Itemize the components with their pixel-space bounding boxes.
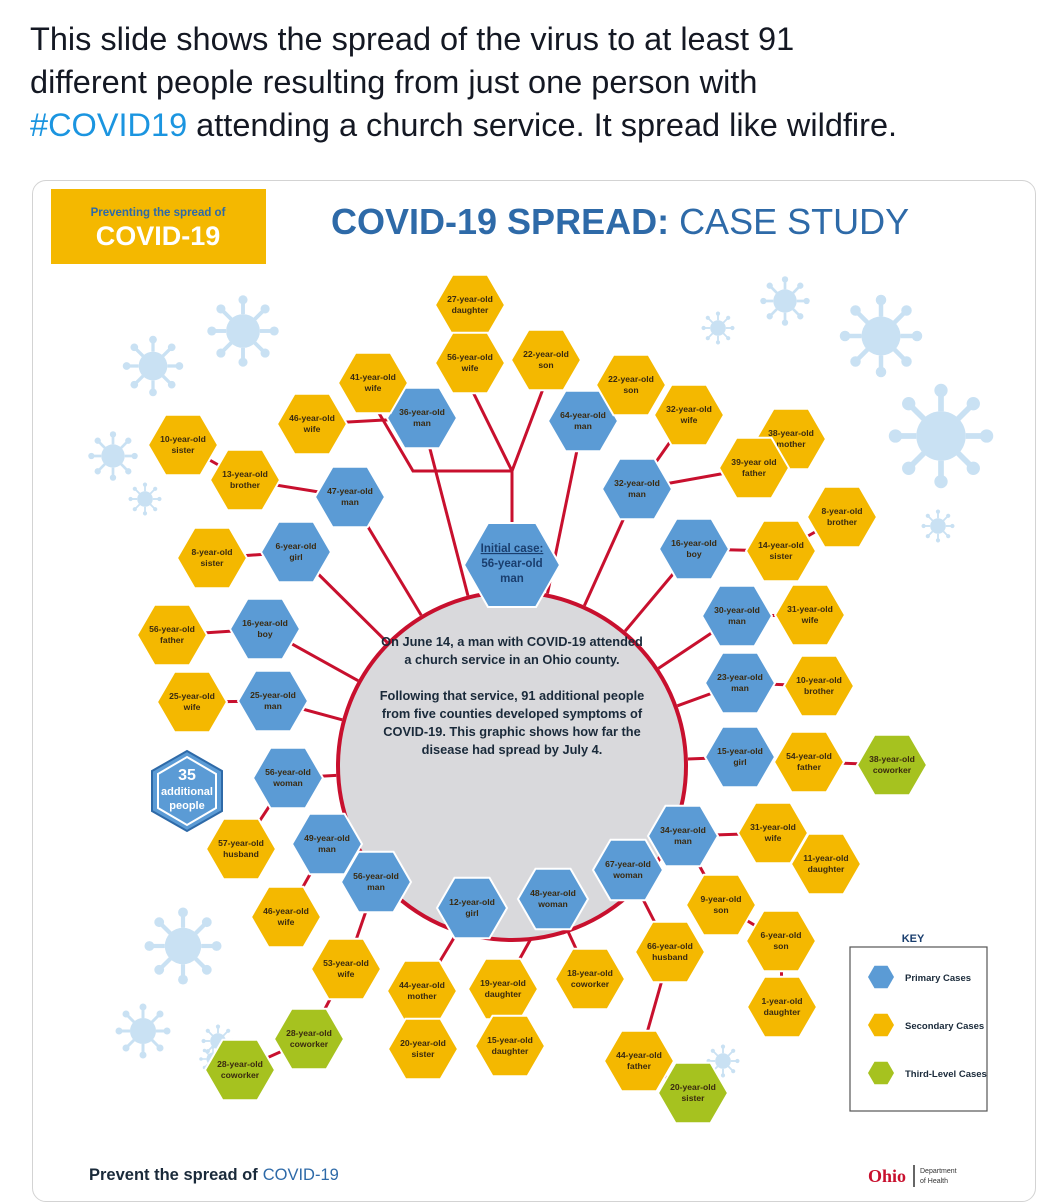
case-label: 20-year-old	[400, 1038, 446, 1048]
case-label: 44-year-old	[399, 980, 445, 990]
case-label: 15-year-old	[487, 1035, 533, 1045]
case-label: 11-year-old	[803, 853, 849, 863]
case-label: mother	[776, 439, 806, 449]
case-node-secondary	[148, 415, 218, 476]
case-label: 54-year-old	[786, 751, 832, 761]
case-label: 46-year-old	[263, 906, 309, 916]
case-label: boy	[257, 629, 273, 639]
case-label: 10-year-old	[796, 675, 842, 685]
case-label: 28-year-old	[217, 1059, 263, 1069]
case-label: 8-year-old	[821, 506, 863, 516]
case-label: girl	[465, 908, 479, 918]
case-node-secondary	[746, 911, 816, 972]
case-node-primary	[238, 671, 308, 732]
case-label: 32-year-old	[666, 404, 712, 414]
case-node-secondary	[387, 961, 457, 1022]
case-label: 13-year-old	[222, 469, 268, 479]
case-label: man	[318, 844, 336, 854]
case-node-secondary	[435, 275, 505, 336]
case-label: 39-year old	[731, 457, 777, 467]
case-node-secondary	[177, 528, 247, 589]
case-label: 19-year-old	[480, 978, 526, 988]
case-node-third	[205, 1040, 275, 1101]
case-node-primary	[705, 653, 775, 714]
case-label: 49-year-old	[304, 833, 350, 843]
case-label: son	[623, 385, 639, 395]
case-label: man	[367, 882, 385, 892]
case-label: 16-year-old	[242, 618, 288, 628]
case-label: 46-year-old	[289, 413, 335, 423]
legend-item-label: Secondary Cases	[905, 1021, 985, 1032]
additional-label-2: people	[169, 800, 205, 812]
case-label: 67-year-old	[605, 859, 651, 869]
case-label: wife	[764, 833, 782, 843]
case-label: son	[773, 941, 789, 951]
case-label: 18-year-old	[567, 968, 613, 978]
case-label: daughter	[763, 1007, 801, 1017]
case-label: wife	[461, 363, 479, 373]
case-label: 27-year-old	[447, 294, 493, 304]
case-node-secondary	[468, 959, 538, 1020]
additional-count: 35	[178, 767, 196, 784]
case-label: 38-year-old	[768, 428, 814, 438]
legend-item-label: Third-Level Cases	[905, 1069, 987, 1080]
case-label: husband	[223, 849, 259, 859]
dept-label-2: of Health	[920, 1178, 949, 1185]
case-label: sister	[769, 551, 793, 561]
case-label: coworker	[570, 979, 610, 989]
case-label: man	[341, 497, 359, 507]
case-node-primary	[705, 727, 775, 788]
case-label: 16-year-old	[671, 538, 717, 548]
case-label: 1-year-old	[761, 996, 803, 1006]
legend	[850, 933, 987, 1111]
case-node-primary	[253, 748, 323, 809]
virus-icon	[207, 295, 279, 367]
case-node-secondary	[251, 887, 321, 948]
case-label: 10-year-old	[160, 434, 206, 444]
virus-icon	[889, 384, 994, 489]
additional-label-1: additional	[161, 786, 213, 798]
case-node-secondary	[654, 385, 724, 446]
banner-small-text: Preventing the spread of	[90, 207, 226, 219]
legend-title: KEY	[901, 933, 925, 945]
slide-title	[331, 201, 909, 242]
case-label: girl	[733, 757, 747, 767]
case-label: 48-year-old	[530, 888, 576, 898]
case-node-secondary	[277, 394, 347, 455]
case-label: 56-year-old	[447, 352, 493, 362]
case-label: 14-year-old	[758, 540, 804, 550]
tweet-line-2: different people resulting from just one person with	[30, 64, 758, 100]
footer-text	[89, 1166, 339, 1184]
case-label: 30-year-old	[714, 605, 760, 615]
case-node-secondary	[137, 605, 207, 666]
case-node-primary	[315, 467, 385, 528]
virus-icon	[840, 295, 923, 378]
case-label: man	[628, 489, 646, 499]
case-node-secondary	[157, 672, 227, 733]
case-label: son	[538, 360, 554, 370]
case-label: 44-year-old	[616, 1050, 662, 1060]
case-label: sister	[200, 558, 224, 568]
case-label: 22-year-old	[523, 349, 569, 359]
case-label: husband	[652, 952, 688, 962]
virus-icon	[116, 1004, 171, 1059]
case-label: 9-year-old	[700, 894, 742, 904]
case-label: 56-year-old	[149, 624, 195, 634]
case-label: 66-year-old	[647, 941, 693, 951]
case-node-secondary	[746, 521, 816, 582]
case-node-primary	[230, 599, 300, 660]
attached-image-card[interactable]	[32, 180, 1036, 1202]
case-node-primary	[702, 586, 772, 647]
case-label: 6-year-old	[760, 930, 802, 940]
case-label: man	[728, 616, 746, 626]
case-label: 56-year-old	[353, 871, 399, 881]
case-node-primary	[261, 522, 331, 583]
case-node-secondary	[747, 977, 817, 1038]
case-label: 64-year-old	[560, 410, 606, 420]
banner-big-text: COVID-19	[95, 221, 221, 251]
footer-accent: COVID-19	[262, 1166, 339, 1184]
case-label: daughter	[484, 989, 522, 999]
case-label: 41-year-old	[350, 372, 396, 382]
case-label: wife	[680, 415, 698, 425]
case-label: brother	[826, 517, 858, 527]
case-label: mother	[407, 991, 437, 1001]
case-node-secondary	[210, 450, 280, 511]
virus-icon	[922, 510, 955, 543]
case-label: boy	[686, 549, 702, 559]
case-node-secondary	[555, 949, 625, 1010]
case-label: father	[160, 635, 184, 645]
case-label: woman	[613, 870, 643, 880]
case-label: 6-year-old	[275, 541, 317, 551]
case-node-primary	[659, 519, 729, 580]
case-node-secondary	[775, 585, 845, 646]
tweet-text	[30, 18, 1030, 147]
virus-icon	[88, 431, 138, 481]
case-label: brother	[803, 686, 835, 696]
virus-icon	[702, 312, 735, 345]
case-study-slide	[33, 181, 1035, 1201]
case-label: 15-year-old	[717, 746, 763, 756]
center-text-line: disease had spread by July 4.	[421, 742, 603, 757]
tweet-line-1: This slide shows the spread of the virus to at least 91	[30, 21, 795, 57]
case-label: father	[742, 468, 766, 478]
case-node-secondary	[206, 819, 276, 880]
case-label: brother	[229, 480, 261, 490]
case-label: sister	[411, 1049, 435, 1059]
case-node-secondary	[686, 875, 756, 936]
case-label: man	[674, 836, 692, 846]
case-label: 31-year-old	[750, 822, 796, 832]
case-label: 57-year-old	[218, 838, 264, 848]
case-label: daughter	[451, 305, 489, 315]
title-bold: COVID-19 SPREAD:	[331, 201, 670, 242]
center-text-line: a church service in an Ohio county.	[404, 652, 620, 667]
case-node-secondary	[311, 939, 381, 1000]
case-label: 31-year-old	[787, 604, 833, 614]
case-label: wife	[337, 969, 355, 979]
case-label: 28-year-old	[286, 1028, 332, 1038]
case-node-secondary	[511, 330, 581, 391]
case-node-secondary	[774, 732, 844, 793]
case-label: wife	[183, 702, 201, 712]
case-label: daughter	[807, 864, 845, 874]
case-label: 23-year-old	[717, 672, 763, 682]
case-label: 38-year-old	[869, 754, 915, 764]
case-label: 56-year-old	[265, 767, 311, 777]
case-node-secondary	[435, 333, 505, 394]
case-label: woman	[273, 778, 303, 788]
case-label: wife	[364, 383, 382, 393]
case-label: father	[797, 762, 821, 772]
case-label: 25-year-old	[250, 690, 296, 700]
hashtag-link[interactable]: #COVID19	[30, 107, 188, 143]
footer-prefix: Prevent the spread of	[89, 1166, 258, 1184]
case-label: 36-year-old	[399, 407, 445, 417]
center-description	[380, 634, 645, 757]
title-light: CASE STUDY	[679, 201, 910, 242]
case-label: wife	[303, 424, 321, 434]
case-label: son	[713, 905, 729, 915]
tweet-line-3-rest: attending a church service. It spread like wildfire.	[187, 107, 898, 143]
virus-icon	[129, 483, 162, 516]
case-label: coworker	[289, 1039, 329, 1049]
case-label: 53-year-old	[323, 958, 369, 968]
initial-case-age: 56-year-old	[481, 558, 543, 570]
case-label: 20-year-old	[670, 1082, 716, 1092]
case-node-secondary	[784, 656, 854, 717]
center-text-line: COVID-19. This graphic shows how far the	[383, 724, 641, 739]
case-label: 47-year-old	[327, 486, 373, 496]
case-label: 12-year-old	[449, 897, 495, 907]
ohio-logo: Ohio	[868, 1166, 907, 1186]
case-label: coworker	[872, 765, 912, 775]
legend-item-label: Primary Cases	[905, 973, 972, 984]
tweet-line-3	[30, 104, 1030, 147]
case-node-secondary	[807, 487, 877, 548]
center-text-line: Following that service, 91 additional people	[379, 688, 645, 703]
case-label: man	[574, 421, 592, 431]
case-label: 34-year-old	[660, 825, 706, 835]
case-label: woman	[538, 899, 568, 909]
case-label: 32-year-old	[614, 478, 660, 488]
virus-icon	[760, 276, 810, 326]
case-node-secondary	[635, 922, 705, 983]
case-label: 22-year-old	[608, 374, 654, 384]
case-label: wife	[277, 917, 295, 927]
virus-icon	[145, 908, 222, 985]
dept-label-1: Department	[920, 1168, 957, 1175]
case-label: 25-year-old	[169, 691, 215, 701]
case-node-third	[857, 735, 927, 796]
center-text-line: from five counties developed symptoms of	[381, 706, 643, 721]
case-label: man	[413, 418, 431, 428]
center-text-line: On June 14, a man with COVID-19 attended	[381, 634, 643, 649]
case-label: 8-year-old	[191, 547, 233, 557]
initial-case-person: man	[500, 573, 524, 585]
case-label: man	[264, 701, 282, 711]
case-label: daughter	[491, 1046, 529, 1056]
case-node-secondary	[388, 1019, 458, 1080]
case-label: sister	[681, 1093, 705, 1103]
case-label: coworker	[220, 1070, 260, 1080]
case-label: girl	[289, 552, 303, 562]
trunk-line	[470, 381, 546, 523]
case-node-third	[274, 1009, 344, 1070]
initial-case-title: Initial case:	[480, 543, 544, 555]
case-label: wife	[801, 615, 819, 625]
case-label: man	[731, 683, 749, 693]
case-label: sister	[171, 445, 195, 455]
case-label: father	[627, 1061, 651, 1071]
case-node-primary	[602, 459, 672, 520]
case-node-secondary	[475, 1016, 545, 1077]
virus-icon	[123, 336, 184, 397]
